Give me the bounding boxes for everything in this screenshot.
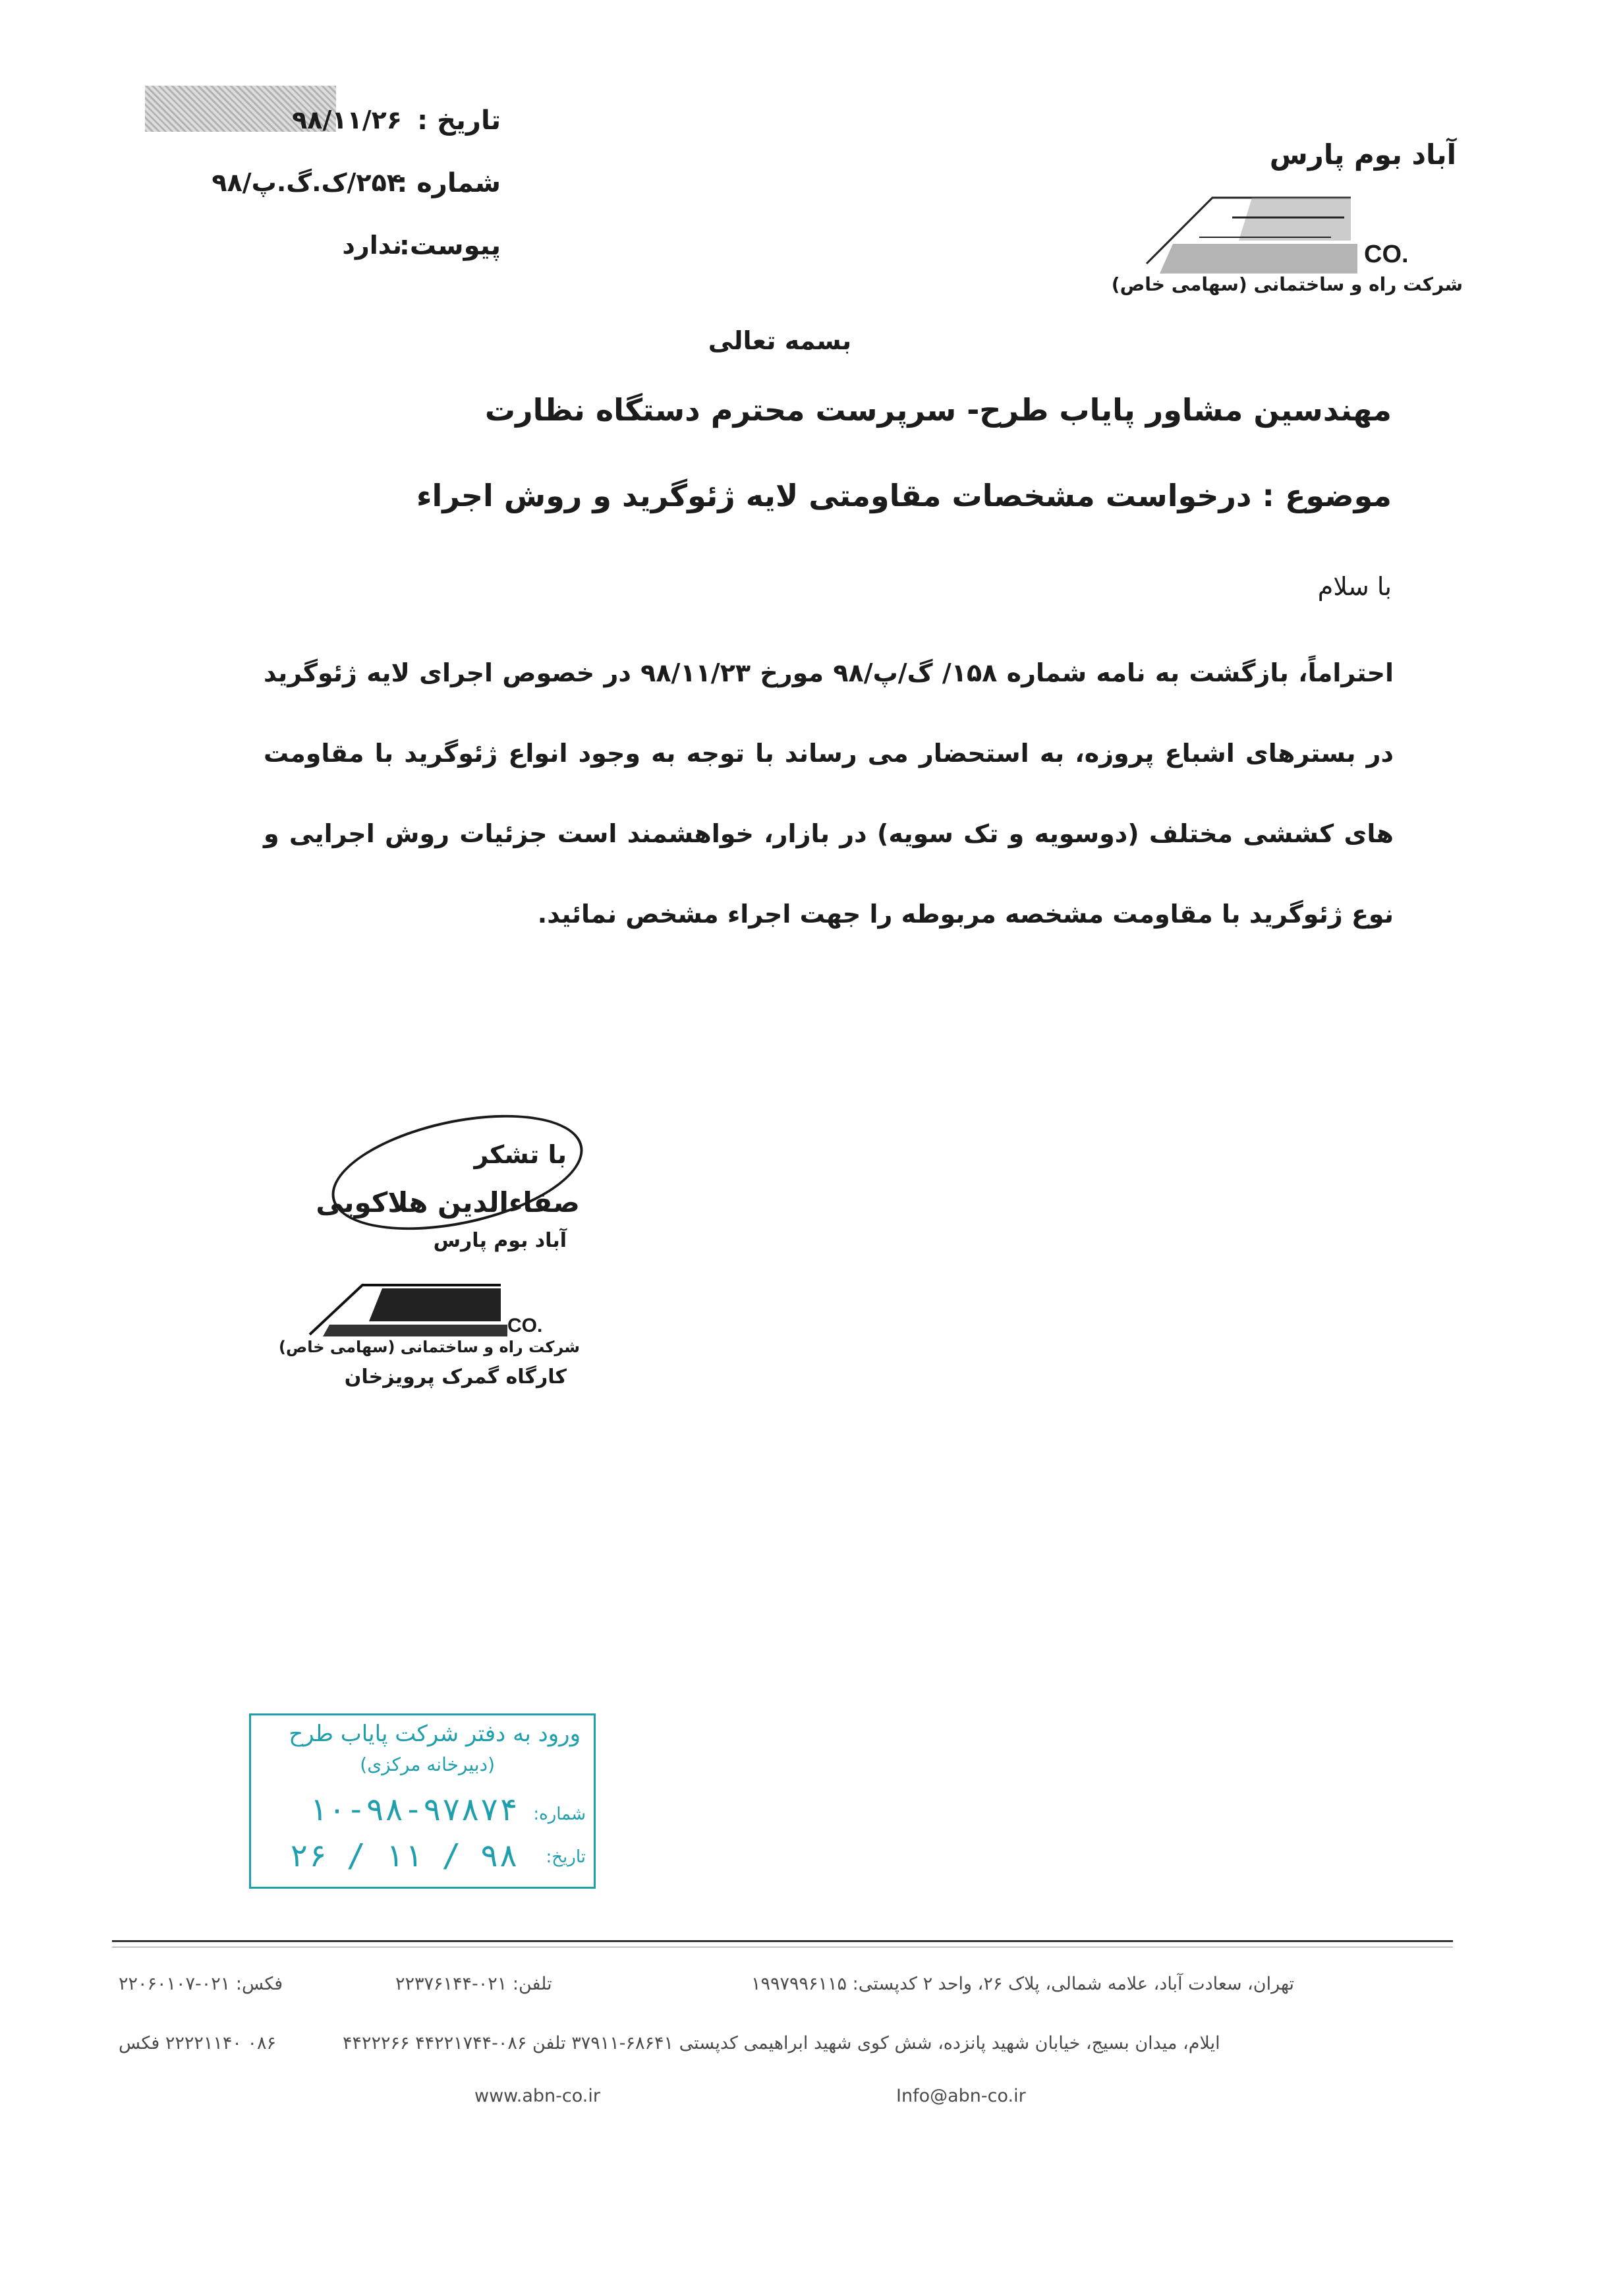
- footer-divider: [112, 1940, 1453, 1942]
- footer-fax-ilam: ۰۸۶ ۲۲۲۲۱۱۴۰ فکس: [119, 2033, 276, 2053]
- letter-body: احتراماً، بازگشت به نامه شماره ۱۵۸/ گ/پ/۹۸ مورخ ۹۸/۱۱/۲۳ در خصوص اجرای لایه ژئوگرید در بسترهای اشباع پروزه، به استحضار می رساند با توجه به وجود انواع ژئوگرید با مقاومت های کششی مختلف (دوسویه و تک سویه) در بازار، خواهشمند است جزئیات روش اجرایی و نوع ژئوگرید با مقاومت مشخصه مربوطه را جهت اجراء مشخص نمائید.: [264, 658, 1394, 929]
- company-logo: [1111, 132, 1463, 310]
- signature-block: [278, 1120, 593, 1397]
- received-stamp-subtitle: (دبیرخانه مرکزی): [360, 1754, 495, 1775]
- received-number-value: ۱۰-۹۸-۹۷۸۷۴: [308, 1791, 518, 1828]
- signature-stroke: [322, 1095, 593, 1249]
- number-label: شماره :: [397, 168, 501, 198]
- received-date-value: ۹۸ / ۱۱ / ۲۶: [289, 1837, 518, 1874]
- number-value: ۲۵۴/ک‌.گ‌.پ/۹۸: [212, 168, 402, 197]
- greeting: با سلام: [1317, 572, 1392, 601]
- number-row: [132, 168, 501, 214]
- closing: با تشکر: [474, 1140, 567, 1169]
- footer-address-ilam: ایلام، میدان بسیج، خیابان شهید پانزده، شش کوی شهید ابراهیمی کدپستی ۶۸۶۴۱-۳۷۹۱۱ تلفن ۰۸۶-۴۴۲۲۱۷۴۴ ۴۴۲۲۲۶۶: [343, 2033, 1220, 2053]
- date-label: تاریخ :: [417, 105, 501, 136]
- footer-phone-tehran: تلفن: ۰۲۱-۲۲۳۷۶۱۴۴: [395, 1974, 552, 1994]
- bismillah: بسمه تعالی: [708, 326, 852, 355]
- site-name: کارگاه گمرک پرویزخان: [344, 1365, 567, 1389]
- subject-line: موضوع : درخواست مشخصات مقاومتی لایه ژئوگرید و روش اجراء: [416, 478, 1392, 513]
- company-subtitle: شرکت راه و ساختمانی (سهامی خاص): [1111, 273, 1463, 295]
- stamp-emblem-icon: [303, 1259, 514, 1338]
- date-value: ۹۸/۱۱/۲۶: [292, 105, 402, 134]
- attachment-label: پیوست:: [399, 231, 501, 261]
- stamp-co: CO.: [507, 1315, 543, 1336]
- footer-address-tehran: تهران، سعادت آباد، علامه شمالی، پلاک ۲۶، واحد ۲ کدپستی: ۱۹۹۷۹۹۶۱۱۵: [751, 1974, 1294, 1994]
- attachment-row: [132, 231, 501, 277]
- date-row: [132, 105, 501, 152]
- addressee: مهندسین مشاور پایاب طرح- سرپرست محترم دستگاه نظارت: [484, 392, 1392, 428]
- footer-website: www.abn-co.ir: [474, 2086, 600, 2106]
- footer-email: Info@abn-co.ir: [896, 2086, 1026, 2106]
- company-co: CO.: [1364, 241, 1409, 268]
- company-name: آباد بوم پارس: [1269, 138, 1456, 171]
- company-emblem-icon: [1133, 158, 1371, 277]
- received-stamp: [249, 1713, 596, 1889]
- attachment-value: ندارد: [342, 231, 402, 260]
- stamp-subtitle: شرکت راه و ساختمانی (سهامی خاص): [278, 1338, 580, 1356]
- stamp-company-name: آباد بوم پارس: [433, 1229, 567, 1252]
- received-stamp-title: ورود به دفتر شرکت پایاب طرح: [289, 1721, 581, 1747]
- footer-fax-tehran: فکس: ۰۲۱-۲۲۰۶۰۱۰۷: [119, 1974, 283, 1994]
- signer-name: صفاءالدین هلاکویی: [316, 1186, 580, 1219]
- received-number-label: شماره:: [533, 1804, 586, 1824]
- received-date-label: تاریخ:: [546, 1847, 586, 1867]
